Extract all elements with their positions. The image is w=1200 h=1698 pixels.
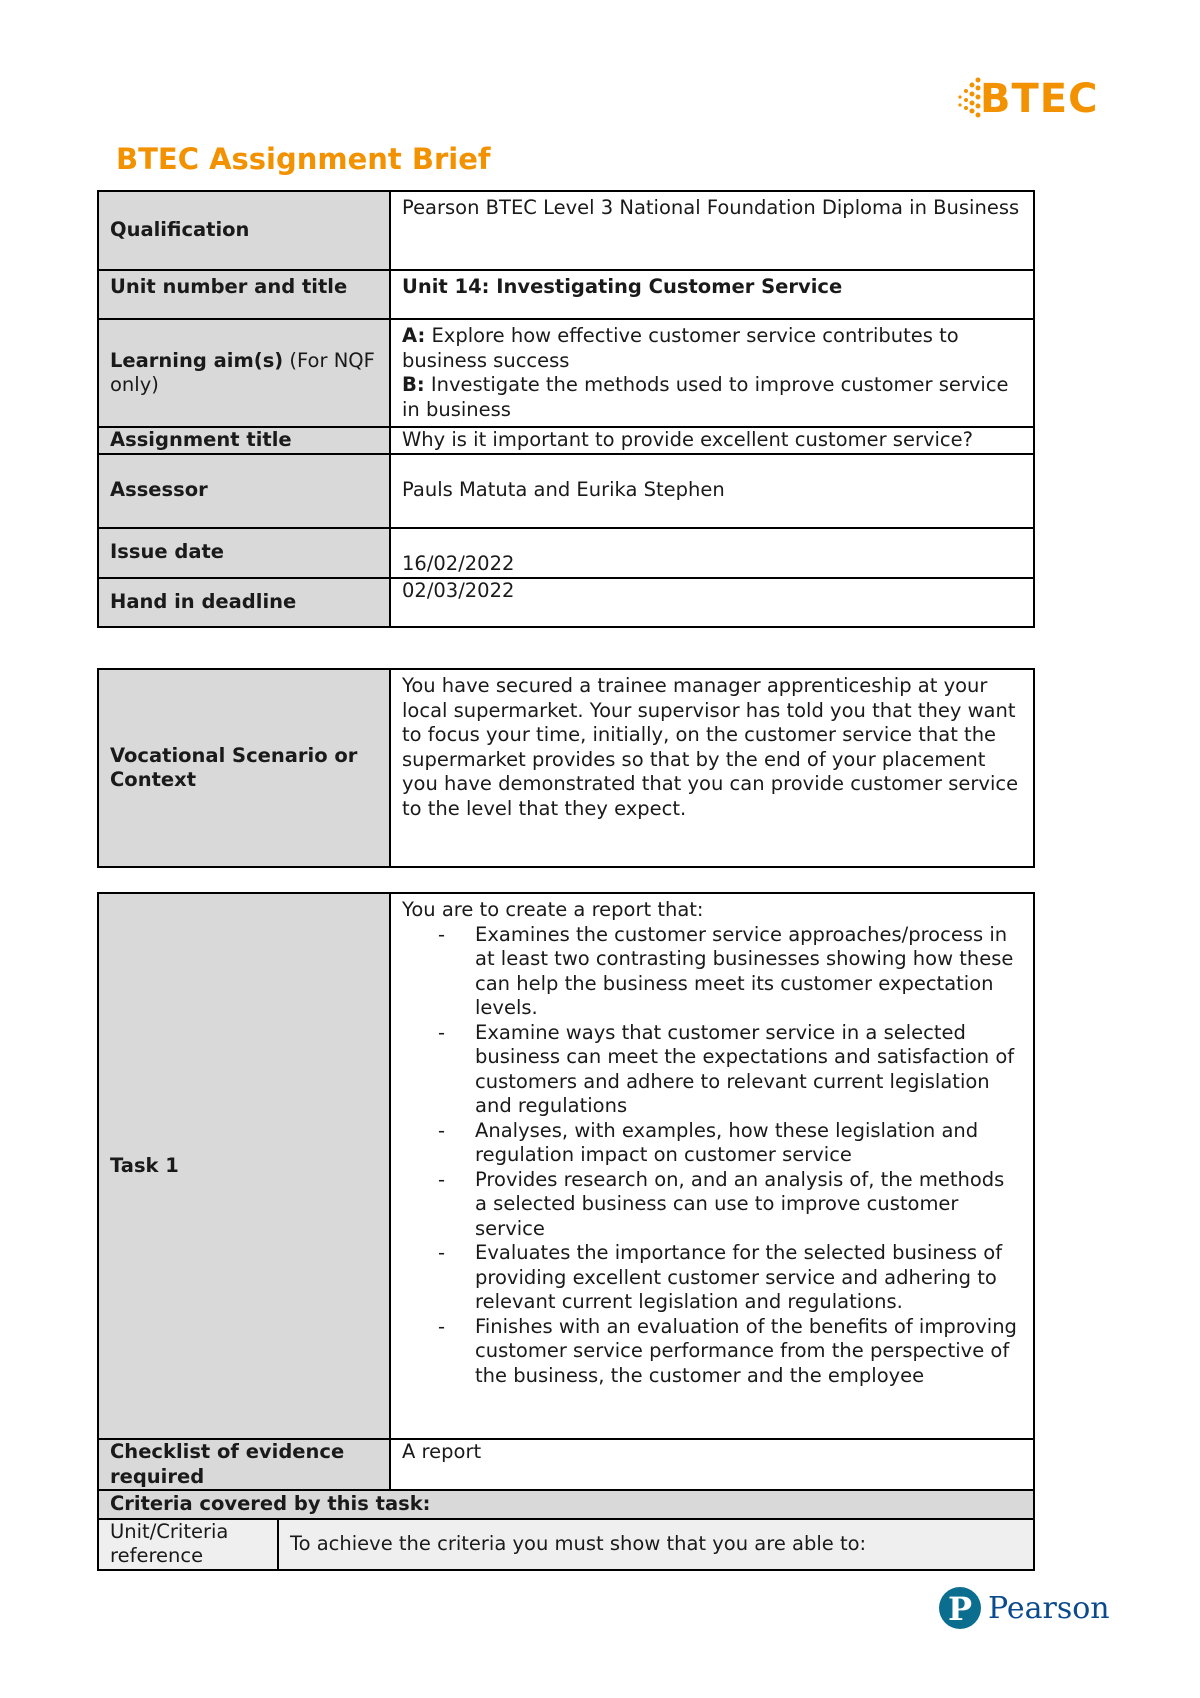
task-intro: You are to create a report that: xyxy=(402,898,704,921)
criteria-ref-label: Unit/Criteria reference xyxy=(98,1519,278,1570)
learning-aim-b: B: Investigate the methods used to improve customer service in business xyxy=(402,373,1009,421)
pearson-logo xyxy=(938,1585,1110,1635)
criteria-row xyxy=(98,1519,1034,1570)
btec-logo-text: BTEC xyxy=(980,76,1099,122)
task-requirements-list xyxy=(402,923,1022,1389)
qualification-value: Pearson BTEC Level 3 National Foundation Diploma in Business xyxy=(390,191,1034,270)
issue-date-value: 16/02/2022 xyxy=(390,528,1034,578)
list-item: - Evaluates the importance for the selected business of providing excellent customer service and adhering to relevant current legislation and regulations. xyxy=(475,1241,1022,1315)
issue-date-row xyxy=(98,528,1034,578)
task-table xyxy=(97,892,1035,1571)
checklist-label: Checklist of evidence required xyxy=(98,1439,390,1490)
list-item: - Provides research on, and an analysis of, the methods a selected business can use to improve customer service xyxy=(475,1168,1022,1242)
scenario-table xyxy=(97,668,1035,868)
assessor-label: Assessor xyxy=(98,454,390,528)
unit-row xyxy=(98,270,1034,319)
criteria-heading: Criteria covered by this task: xyxy=(98,1490,1034,1519)
pearson-p-icon xyxy=(938,1585,982,1631)
list-item: - Analyses, with examples, how these legislation and regulation impact on customer service xyxy=(475,1119,1022,1168)
svg-text:P: P xyxy=(947,1590,973,1628)
learning-aims-row xyxy=(98,319,1034,427)
learning-aims-label: Learning aim(s) (For NQF only) xyxy=(98,319,390,427)
unit-value: Unit 14: Investigating Customer Service xyxy=(390,270,1034,319)
checklist-row xyxy=(98,1439,1034,1490)
assignment-title-value: Why is it important to provide excellent customer service? xyxy=(390,427,1034,454)
assignment-title-label: Assignment title xyxy=(98,427,390,454)
assignment-details-table xyxy=(97,190,1035,628)
deadline-label: Hand in deadline xyxy=(98,578,390,627)
assessor-value: Pauls Matuta and Eurika Stephen xyxy=(390,454,1034,528)
list-item: - Examine ways that customer service in a selected business can meet the expectations and satisfaction of customers and adhere to relevant current legislation and regulations xyxy=(475,1021,1022,1119)
list-item: - Examines the customer service approaches/process in at least two contrasting businesses showing how these can help the business meet its customer expectation levels. xyxy=(475,923,1022,1021)
task-label: Task 1 xyxy=(98,893,390,1439)
deadline-value: 02/03/2022 xyxy=(390,578,1034,627)
learning-aims-value xyxy=(390,319,1034,427)
checklist-value: A report xyxy=(390,1439,1034,1490)
scenario-label: Vocational Scenario or Context xyxy=(98,669,390,867)
qualification-row xyxy=(98,191,1034,270)
scenario-row xyxy=(98,669,1034,867)
btec-logo xyxy=(952,74,1099,124)
scenario-text: You have secured a trainee manager apprenticeship at your local supermarket. Your supervisor has told you that they want to focus your time, initially, on the customer service that the supermarket provides so that by the end of your placement you have demonstrated that you can provide customer service to the level that they expect. xyxy=(390,669,1034,867)
btec-dots-icon xyxy=(952,74,982,124)
task-description xyxy=(390,893,1034,1439)
deadline-row xyxy=(98,578,1034,627)
assessor-row xyxy=(98,454,1034,528)
learning-aim-a: A: Explore how effective customer service contributes to business success xyxy=(402,324,959,372)
criteria-heading-row xyxy=(98,1490,1034,1519)
task-row xyxy=(98,893,1034,1439)
list-item: - Finishes with an evaluation of the benefits of improving customer service performance from the perspective of the business, the customer and the employee xyxy=(475,1315,1022,1389)
issue-date-label: Issue date xyxy=(98,528,390,578)
pearson-logo-text: Pearson xyxy=(988,1591,1110,1626)
qualification-label: Qualification xyxy=(98,191,390,270)
criteria-text: To achieve the criteria you must show that you are able to: xyxy=(278,1519,1034,1570)
page-title: BTEC Assignment Brief xyxy=(116,142,491,176)
unit-label: Unit number and title xyxy=(98,270,390,319)
assignment-title-row xyxy=(98,427,1034,454)
